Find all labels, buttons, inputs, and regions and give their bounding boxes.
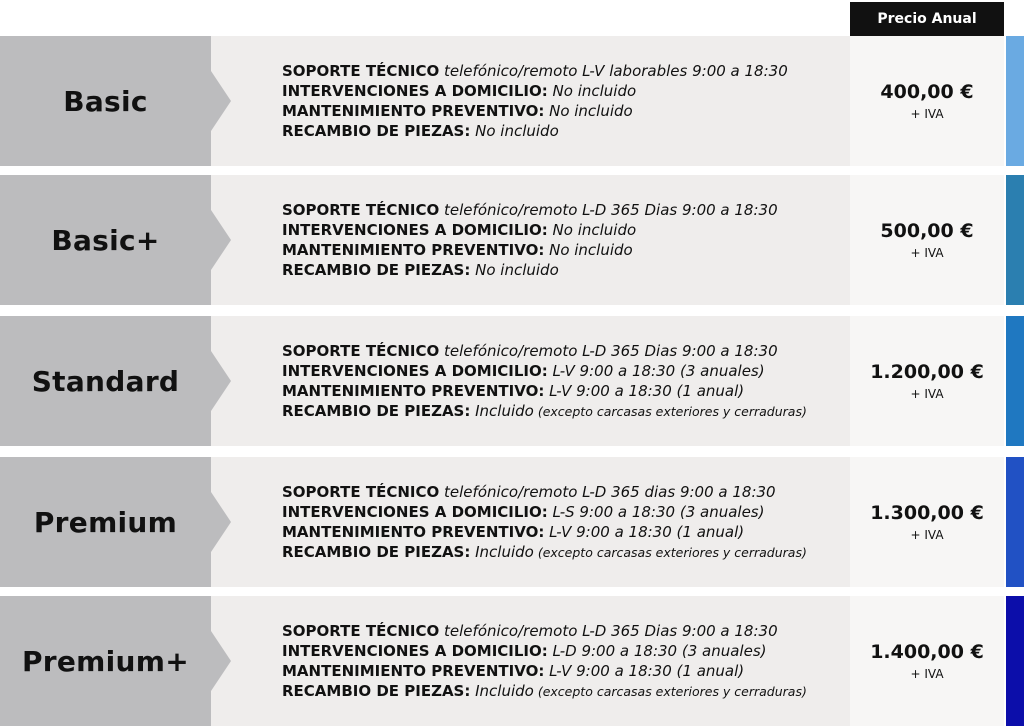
feature-line [282, 401, 848, 422]
feature-line [282, 260, 848, 280]
feature-line [282, 542, 848, 563]
price-box [850, 36, 1004, 166]
feature-list [282, 596, 848, 726]
feature-value: No incluido [544, 241, 633, 259]
price-tax-note: + IVA [910, 667, 944, 681]
feature-value: Incluido [470, 681, 534, 700]
price-tax-note: + IVA [910, 246, 944, 260]
feature-value: No incluido [470, 122, 559, 140]
feature-list [282, 36, 848, 166]
feature-label: RECAMBIO DE PIEZAS: [282, 681, 471, 700]
feature-line [282, 220, 848, 240]
feature-label: RECAMBIO DE PIEZAS: [282, 401, 471, 420]
plan-row-basic-plus [0, 175, 1024, 305]
price-box [850, 316, 1004, 446]
feature-label: RECAMBIO DE PIEZAS: [282, 542, 471, 561]
feature-line [282, 81, 848, 101]
feature-list [282, 316, 848, 446]
feature-value: No incluido [547, 82, 637, 100]
plan-name: Premium [33, 505, 178, 539]
feature-line [282, 522, 848, 542]
price-box [850, 457, 1004, 587]
accent-bar [1006, 596, 1024, 726]
price-value: 1.300,00 € [870, 502, 984, 524]
feature-list [282, 175, 848, 305]
feature-label: MANTENIMIENTO PREVENTIVO: [282, 381, 545, 400]
feature-value: No incluido [544, 102, 633, 120]
price-tax-note: + IVA [910, 387, 944, 401]
feature-list [282, 457, 848, 587]
feature-value: telefónico/remoto L-D 365 Dias 9:00 a 18:30 [439, 341, 778, 360]
feature-line [282, 61, 848, 81]
feature-line [282, 240, 848, 260]
feature-label: SOPORTE TÉCNICO [282, 62, 440, 80]
feature-value: L-V 9:00 a 18:30 (1 anual) [544, 522, 745, 541]
feature-label: MANTENIMIENTO PREVENTIVO: [282, 241, 545, 259]
feature-value: telefónico/remoto L-D 365 dias 9:00 a 18:30 [439, 482, 776, 501]
accent-bar [1006, 36, 1024, 166]
arrow-shape [211, 631, 231, 691]
feature-value: L-V 9:00 a 18:30 (1 anual) [544, 381, 745, 400]
feature-label: MANTENIMIENTO PREVENTIVO: [282, 102, 545, 120]
price-tax-note: + IVA [910, 107, 944, 121]
feature-line [282, 101, 848, 121]
plan-row-premium-plus [0, 596, 1024, 726]
feature-label: INTERVENCIONES A DOMICILIO: [282, 641, 548, 660]
price-value: 500,00 € [880, 220, 974, 242]
feature-label: SOPORTE TÉCNICO [282, 341, 440, 360]
plan-name: Standard [31, 364, 180, 398]
feature-value: No incluido [547, 221, 637, 239]
plan-row-basic [0, 36, 1024, 166]
feature-line [282, 661, 848, 681]
feature-line [282, 641, 848, 661]
feature-label: MANTENIMIENTO PREVENTIVO: [282, 661, 545, 680]
arrow-shape [211, 492, 231, 552]
price-box [850, 175, 1004, 305]
feature-line [282, 482, 848, 502]
feature-value: telefónico/remoto L-V laborables 9:00 a 18:30 [439, 62, 788, 80]
feature-note: (excepto carcasas exteriores y cerraduras) [533, 544, 807, 560]
arrow-shape [211, 351, 231, 411]
feature-value: No incluido [470, 261, 559, 279]
price-value: 1.400,00 € [870, 641, 984, 663]
price-box [850, 596, 1004, 726]
price-tax-note: + IVA [910, 528, 944, 542]
arrow-shape [211, 71, 231, 131]
feature-label: RECAMBIO DE PIEZAS: [282, 261, 471, 279]
feature-label: MANTENIMIENTO PREVENTIVO: [282, 522, 545, 541]
feature-value: telefónico/remoto L-D 365 Dias 9:00 a 18:30 [439, 201, 778, 219]
arrow-shape [211, 210, 231, 270]
feature-label: RECAMBIO DE PIEZAS: [282, 122, 471, 140]
feature-label: INTERVENCIONES A DOMICILIO: [282, 361, 548, 380]
feature-label: SOPORTE TÉCNICO [282, 482, 440, 501]
plan-name: Basic [63, 84, 148, 118]
feature-line [282, 502, 848, 522]
feature-line [282, 381, 848, 401]
feature-label: INTERVENCIONES A DOMICILIO: [282, 82, 548, 100]
feature-value: L-S 9:00 a 18:30 (3 anuales) [547, 502, 765, 521]
plan-name: Premium+ [21, 644, 190, 678]
feature-value: L-D 9:00 a 18:30 (3 anuales) [547, 641, 767, 660]
feature-label: SOPORTE TÉCNICO [282, 621, 440, 640]
feature-label: INTERVENCIONES A DOMICILIO: [282, 221, 548, 239]
accent-bar [1006, 316, 1024, 446]
feature-value: telefónico/remoto L-D 365 Dias 9:00 a 18:30 [439, 621, 778, 640]
feature-note: (excepto carcasas exteriores y cerraduras) [533, 403, 807, 419]
feature-value: Incluido [470, 542, 534, 561]
feature-note: (excepto carcasas exteriores y cerraduras) [533, 683, 807, 699]
feature-line [282, 681, 848, 702]
feature-line [282, 361, 848, 381]
feature-line [282, 200, 848, 220]
feature-line [282, 621, 848, 641]
accent-bar [1006, 175, 1024, 305]
feature-line [282, 121, 848, 141]
plan-row-standard [0, 316, 1024, 446]
feature-line [282, 341, 848, 361]
feature-value: Incluido [470, 401, 534, 420]
feature-label: INTERVENCIONES A DOMICILIO: [282, 502, 548, 521]
plan-row-premium [0, 457, 1024, 587]
price-value: 400,00 € [880, 81, 974, 103]
price-value: 1.200,00 € [870, 361, 984, 383]
feature-value: L-V 9:00 a 18:30 (3 anuales) [547, 361, 765, 380]
price-column-header: Precio Anual [850, 2, 1004, 36]
accent-bar [1006, 457, 1024, 587]
feature-value: L-V 9:00 a 18:30 (1 anual) [544, 661, 745, 680]
feature-label: SOPORTE TÉCNICO [282, 201, 440, 219]
plan-name: Basic+ [51, 223, 160, 257]
